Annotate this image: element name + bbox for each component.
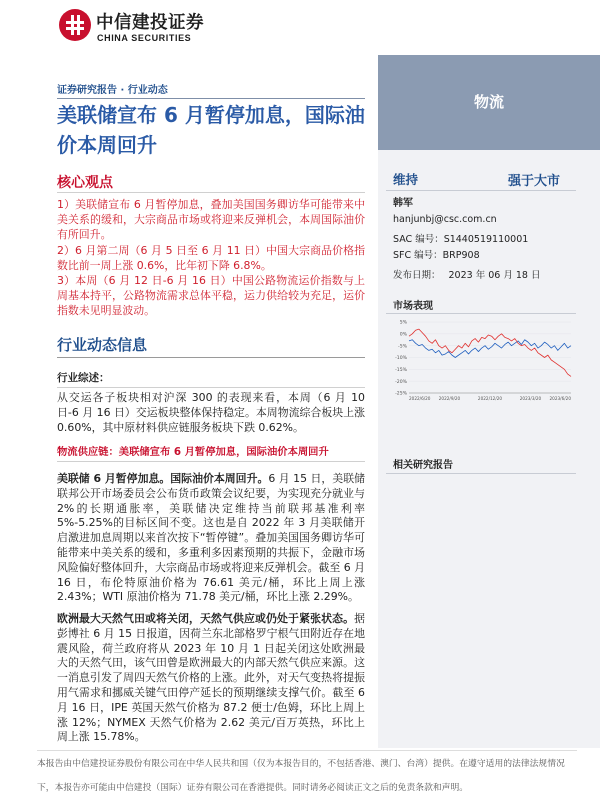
chart-x-tick-label: 2022/6/20 [409, 396, 431, 401]
chart-y-tick-label: -5% [398, 344, 407, 350]
core-divider [57, 192, 365, 193]
chart-y-tick-label: -25% [395, 391, 407, 397]
chart-x-tick-label: 2023/3/20 [519, 396, 542, 401]
rating-divider [386, 190, 576, 191]
publish-date-label: 发布日期： [393, 270, 441, 281]
analyst-sac: SAC 编号：S1440519110001 [393, 234, 529, 245]
chart-y-tick-label: -20% [395, 379, 407, 385]
related-divider [386, 473, 576, 474]
news-divider [57, 357, 365, 358]
report-type-divider [57, 98, 365, 99]
chart-y-tick-label: -10% [395, 356, 407, 362]
chart-x-tick-label: 2022/12/20 [477, 396, 503, 401]
core-points [57, 197, 365, 319]
market-divider [386, 313, 576, 314]
market-heading: 市场表现 [393, 301, 433, 312]
supply-divider [57, 461, 365, 462]
report-type: 证券研究报告 · 行业动态 [57, 85, 168, 96]
rating-action: 维持 [393, 172, 419, 187]
chart-y-tick-label: 5% [399, 320, 407, 326]
core-point: 3）本周（6 月 12 日-6 月 16 日）中国公路物流运价指数与上周基本持平，公路物流需求总体平稳，运力供给较为充足，运价指数未见明显波动。 [57, 274, 365, 318]
news-heading: 行业动态信息 [57, 336, 148, 354]
overview-label: 行业综述： [57, 372, 110, 384]
core-heading: 核心观点 [57, 175, 113, 191]
news-paragraph-lead: 美联储 6 月暂停加息。国际油价本周回升。 [57, 472, 269, 485]
csc-logo-icon [58, 8, 92, 42]
core-point: 2）6 月第二周（6 月 5 日至 6 月 11 日）中国大宗商品价格指数比前一周上涨 0.6%，比年初下降 6.8%。 [57, 243, 365, 272]
supply-heading: 物流供应链：美联储宣布 6 月暂停加息，国际油价本周回升 [57, 446, 329, 458]
publish-date [393, 267, 540, 281]
chart-x-tick-label: 2022/9/20 [438, 396, 461, 401]
analyst-sfc: SFC 编号：BRP908 [393, 250, 480, 261]
overview-text: 从交运各子板块相对沪深 300 的表现来看，本周（6 月 10 日-6 月 16 日）交运板块整体保持稳定。本周物流综合板块上涨 0.60%，其中原材料供应链服务板块下跌 0.62%。 [57, 391, 365, 434]
market-chart [390, 316, 576, 408]
publish-date-value: 2023 年 06 月 18 日 [448, 270, 541, 281]
chart-y-tick-label: 0% [399, 332, 407, 338]
brand-name-cn: 中信建投证券 [96, 13, 204, 33]
news-paragraph-lead: 欧洲最大天然气田或将关闭，天然气供应或仍处于紧张状态。 [57, 612, 355, 625]
analyst-name: 韩军 [393, 198, 413, 209]
industry-band [378, 55, 600, 150]
page-title: 美联储宣布 6 月暂停加息，国际油价本周回升 [57, 103, 365, 157]
chart-y-tick-label: -15% [395, 367, 407, 373]
news-paragraph [57, 612, 365, 745]
news-paragraph [57, 472, 365, 605]
footer-divider [37, 750, 577, 751]
core-point: 1）美联储宣布 6 月暂停加息，叠加美国国务卿访华可能带来中美关系的缓和，大宗商品市场或将迎来反弹机会，本周国际油价有所回升。 [57, 198, 365, 242]
news-paragraph-body: 据彭博社 6 月 15 日报道，因荷兰东北部格罗宁根气田附近存在地震风险，荷兰政府将从 2023 年 10 月 1 日起关闭这处欧洲最大的天然气田，该气田曾是欧洲最大的内部天然气供应来源。这一消息引发了周四天然气价格的上涨。此外，对天气变热将提振用气需求和挪威关键气田停产延长的预期继续支撑气价。截至 6 月 16 日，IPE 英国天然气价格为 87.2 便士/色姆，环比上周上涨 12%；NYMEX 天然气价格为 2.62 美元/百万英热，环比上周上涨 15.78%。 [57, 612, 365, 744]
related-heading: 相关研究报告 [393, 460, 453, 471]
news-paragraph-body: 6 月 15 日，美联储联邦公开市场委员会公布货币政策会议纪要，为实现充分就业与 2%的长期通胀率，美联储决定维持当前联邦基准利率 5%-5.25%的目标区间不变。这也是自 2022 年 3 月美联储开启激进加息周期以来首次按下“暂停键”。叠加美国国务卿访华可能带来中美关系的缓和，多重利多因素预期的共振下，金融市场风险偏好整体回升，大宗商品市场或将迎来反弹机会。截至 6 月 16 日，布伦特原油价格为 76.61 美元/桶，环比上周上涨 2.43%；WTI 原油价格为 71.78 美元/桶，环比上涨 2.29%。 [57, 472, 365, 604]
overview-divider [57, 387, 365, 388]
footer-disclaimer: 本报告由中信建投证券股份有限公司在中华人民共和国（仅为本报告目的，不包括香港、澳门、台湾）提供。在遵守适用的法律法规情况下，本报告亦可能由中信建投（国际）证券有限公司在香港提供。同时请务必阅读正文之后的免责条款和声明。 [37, 759, 565, 793]
brand-name-en: CHINA SECURITIES [97, 33, 192, 43]
chart-x-tick-label: 2023/6/20 [549, 396, 571, 401]
analyst-email: hanjunbj@csc.com.cn [393, 214, 497, 225]
industry-label: 物流 [473, 93, 504, 111]
rating-level: 强于大市 [508, 174, 561, 189]
